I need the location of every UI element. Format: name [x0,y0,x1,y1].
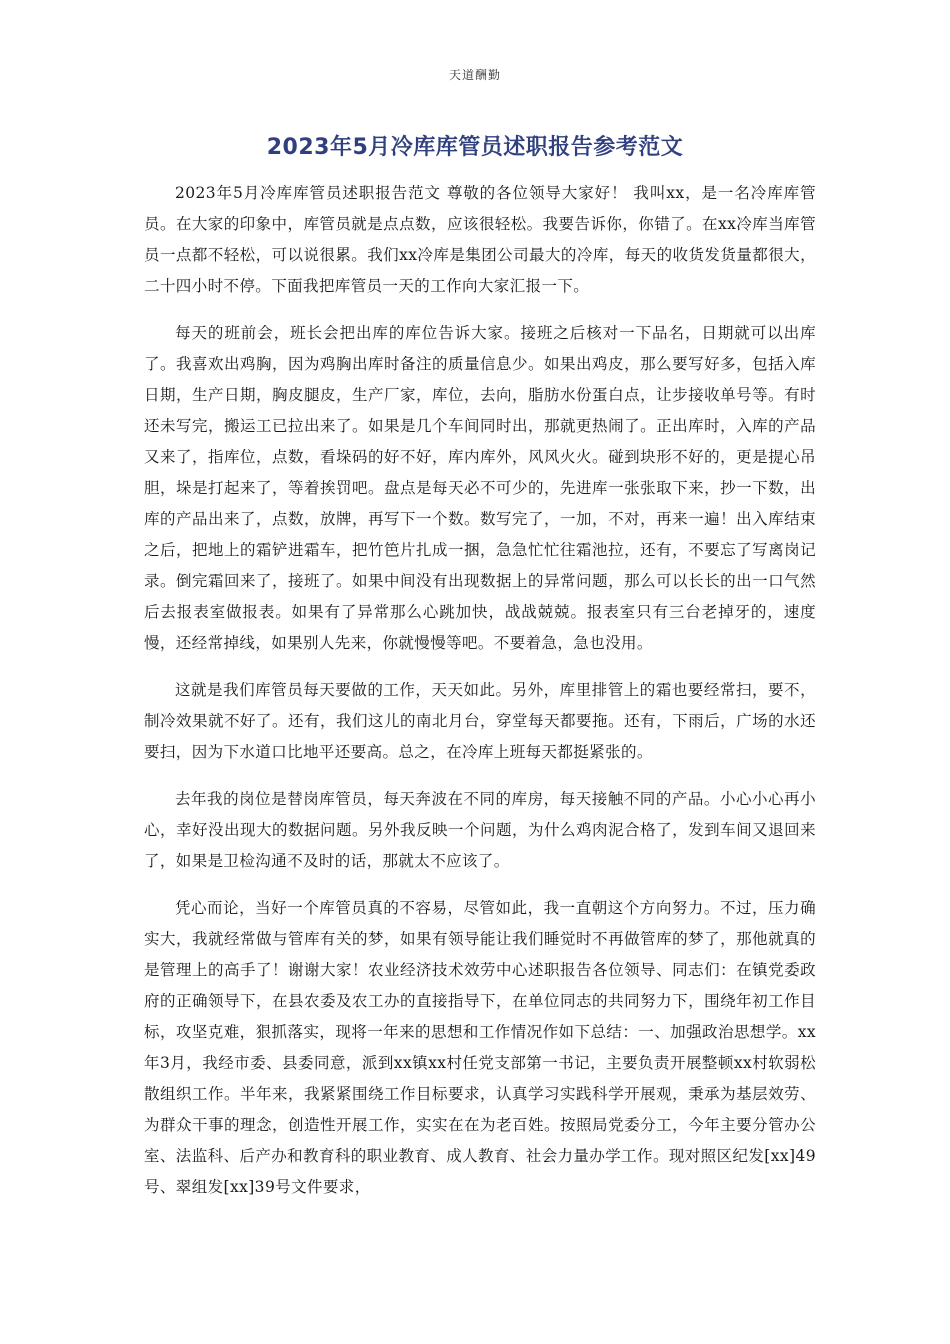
document-body [144,178,816,1219]
page-header: 天道酬勤 [448,68,501,82]
paragraph: 2023年5月冷库库管员述职报告范文 尊敬的各位领导大家好！ 我叫xx，是一名冷库库管员。在大家的印象中，库管员就是点点数，应该很轻松。我要告诉你，你错了。在xx冷库当库管员一点都不轻松，可以说很累。我们xx冷库是集团公司最大的冷库，每天的收货发货量都很大，二十四小时不停。下面我把库管员一天的工作向大家汇报一下。 [144,184,816,295]
document-title: 2023年5月冷库库管员述职报告参考范文 [266,135,684,160]
paragraph: 去年我的岗位是替岗库管员，每天奔波在不同的库房，每天接触不同的产品。小心小心再小心，幸好没出现大的数据问题。另外我反映一个问题，为什么鸡肉泥合格了，发到车间又退回来了，如果是卫检沟通不及时的话，那就太不应该了。 [144,790,816,870]
paragraph: 凭心而论，当好一个库管员真的不容易，尽管如此，我一直朝这个方向努力。不过，压力确实大，我就经常做与管库有关的梦，如果有领导能让我们睡觉时不再做管库的梦了，那他就真的是管理上的高手了！谢谢大家！农业经济技术效劳中心述职报告各位领导、同志们：在镇党委政府的正确领导下，在县农委及农工办的直接指导下，在单位同志的共同努力下，围绕年初工作目标，攻坚克难，狠抓落实，现将一年来的思想和工作情况作如下总结：一、加强政治思想学。xx年3月，我经市委、县委同意，派到xx镇xx村任党支部第一书记，主要负责开展整顿xx村软弱松散组织工作。半年来，我紧紧围绕工作目标要求，认真学习实践科学开展观，秉承为基层效劳、为群众干事的理念，创造性开展工作，实实在在为老百姓。按照局党委分工，今年主要分管办公室、法监科、后产办和教育科的职业教育、成人教育、社会力量办学工作。现对照区纪发[xx]49号、翠组发[xx]39号文件要求， [144,899,816,1196]
paragraph: 这就是我们库管员每天要做的工作，天天如此。另外，库里排管上的霜也要经常扫，要不，制冷效果就不好了。还有，我们这儿的南北月台，穿堂每天都要拖。还有，下雨后，广场的水还要扫，因为下水道口比地平还要高。总之，在冷库上班每天都挺紧张的。 [144,681,816,761]
paragraph: 每天的班前会，班长会把出库的库位告诉大家。接班之后核对一下品名，日期就可以出库了。我喜欢出鸡胸，因为鸡胸出库时备注的质量信息少。如果出鸡皮，那么要写好多，包括入库日期，生产日期，胸皮腿皮，生产厂家，库位，去向，脂肪水份蛋白点，让步接收单号等。有时还未写完，搬运工已拉出来了。如果是几个车间同时出，那就更热闹了。正出库时，入库的产品又来了，指库位，点数，看垛码的好不好，库内库外，风风火火。碰到块形不好的，更是提心吊胆，垛是打起来了，等着挨罚吧。盘点是每天必不可少的，先进库一张张取下来，抄一下数，出库的产品出来了，点数，放牌，再写下一个数。数写完了，一加，不对，再来一遍！出入库结束之后，把地上的霜铲进霜车，把竹笆片扎成一捆，急急忙忙往霜池拉，还有，不要忘了写离岗记录。倒完霜回来了，接班了。如果中间没有出现数据上的异常问题，那么可以长长的出一口气然后去报表室做报表。如果有了异常那么心跳加快，战战兢兢。报表室只有三台老掉牙的，速度慢，还经常掉线，如果别人先来，你就慢慢等吧。不要着急，急也没用。 [144,324,816,652]
